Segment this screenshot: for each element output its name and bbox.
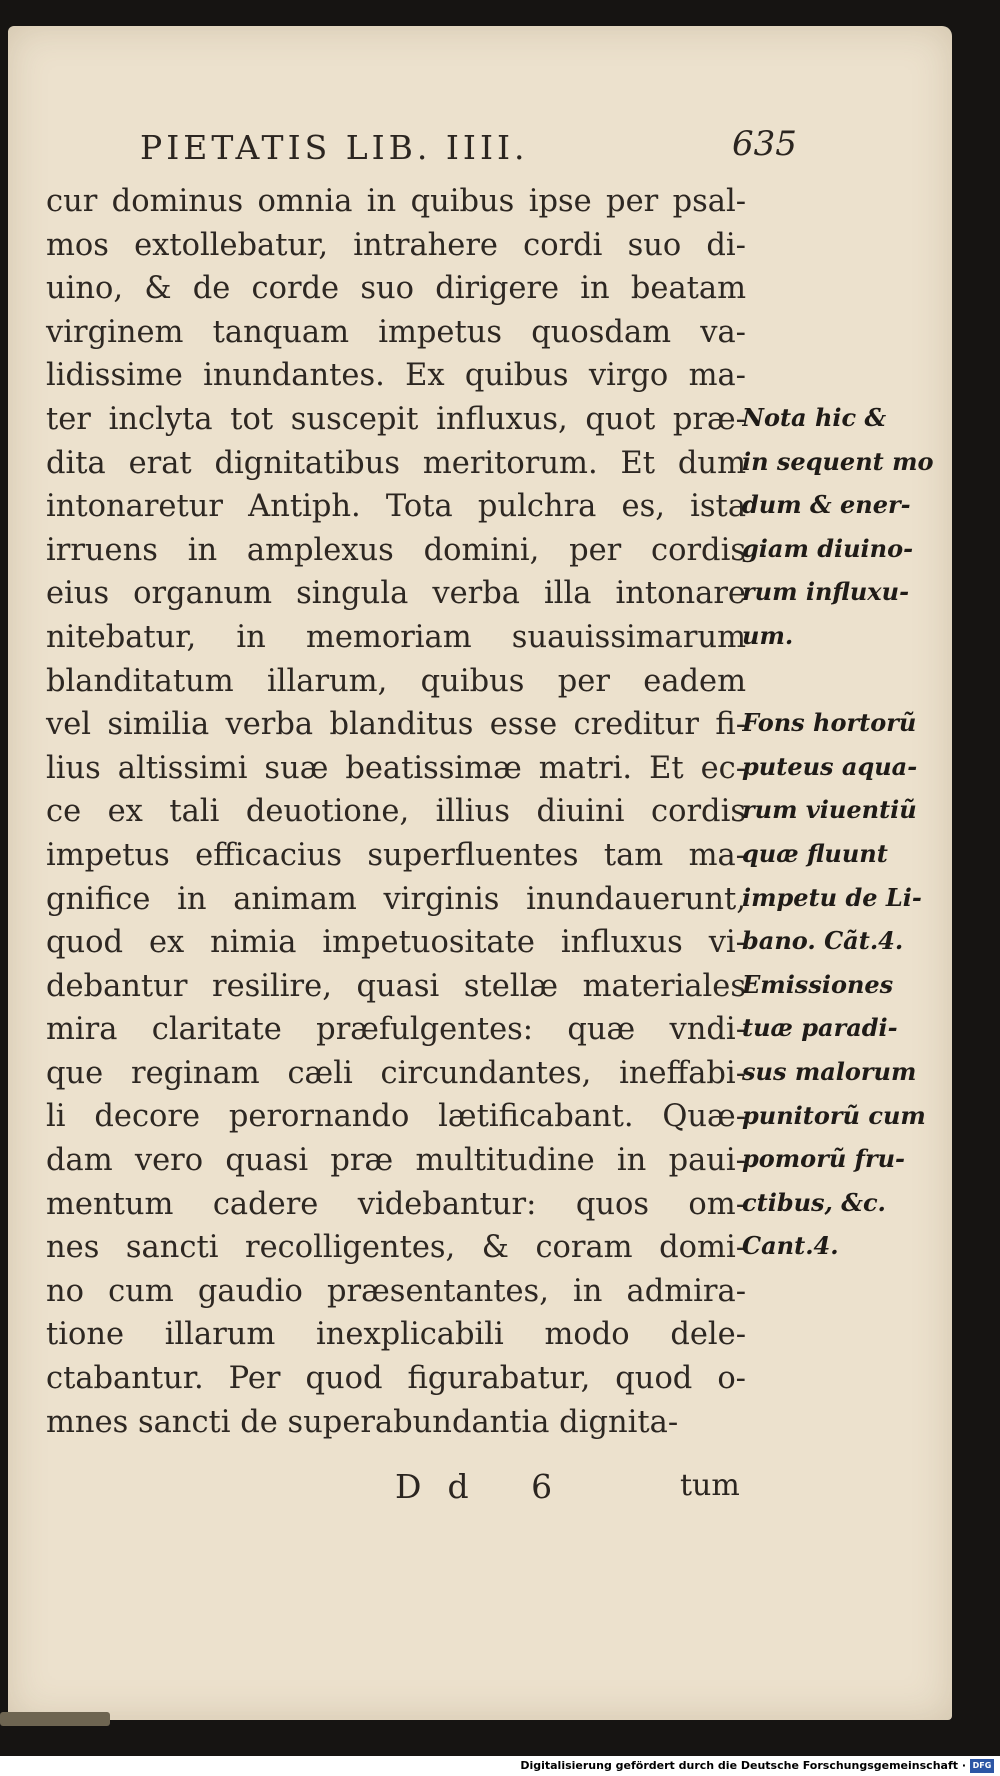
text-line: eius organum singula verba illa intonare <box>46 576 746 612</box>
marginal-note-line: um. <box>742 620 794 650</box>
text-line: nes sancti recolligentes, & coram domi- <box>46 1230 746 1266</box>
text-line: dam vero quasi præ multitudine in paui- <box>46 1143 746 1179</box>
marginal-note-line: rum influxu- <box>742 577 910 607</box>
text-line: dita erat dignitatibus meritorum. Et dum <box>46 445 746 481</box>
text-line: uino, & de corde suo dirigere in beatam <box>46 271 746 307</box>
marginal-note-line <box>742 658 952 702</box>
text-line: mos extollebatur, intrahere cordi suo di- <box>46 227 746 263</box>
marginal-note-line: dum & ener- <box>742 490 911 520</box>
text-line: intonaretur Antiph. Tota pulchra es, ista <box>46 489 746 525</box>
marginal-note-line: Nota hic & <box>742 403 887 432</box>
marginal-note-line: tuæ paradi- <box>742 1013 898 1043</box>
marginal-note-line: impetu de Li- <box>742 882 922 912</box>
marginal-note-line: in sequent mo <box>742 446 934 476</box>
text-line: irruens in amplexus domini, per cordis <box>46 532 746 568</box>
text-line: ter inclyta tot suscepit influxus, quot præ- <box>46 401 746 437</box>
marginal-note-line: giam diuino- <box>742 533 914 563</box>
text-line: tione illarum inexplicabili modo dele- <box>46 1317 746 1353</box>
text-line: impetus efficacius superfluentes tam ma- <box>46 837 746 873</box>
marginal-note <box>742 396 952 1268</box>
text-line: virginem tanquam impetus quosdam va- <box>46 314 746 350</box>
catchword: tum <box>680 1468 740 1503</box>
marginal-note-line: sus malorum <box>742 1056 917 1086</box>
marginal-note-line: rum viuentiũ <box>742 795 917 825</box>
marginal-note-line: bano. Cãt.4. <box>742 926 904 956</box>
marginal-note-line: Fons hortorũ <box>742 708 917 738</box>
marginal-note-line: pomorũ fru- <box>742 1144 906 1174</box>
text-line: li decore perornando lætificabant. Quæ- <box>46 1099 746 1135</box>
page-number: 635 <box>732 124 797 164</box>
footer-credit: Digitalisierung gefördert durch die Deutsche Forschungsgemeinschaft · <box>520 1759 966 1772</box>
main-text-block <box>46 180 746 1444</box>
marginal-note-line: ctibus, &c. <box>742 1187 886 1217</box>
text-line: lius altissimi suæ beatissimæ matri. Et ec- <box>46 750 746 786</box>
marginal-note-line: quæ fluunt <box>742 838 888 868</box>
text-line: blanditatum illarum, quibus per eadem <box>46 663 746 699</box>
text-line: vel similia verba blanditus esse creditur fi- <box>46 707 746 743</box>
text-line: ce ex tali deuotione, illius diuini cordis <box>46 794 746 830</box>
dfg-logo: DFG <box>970 1759 994 1773</box>
text-line: mentum cadere videbantur: quos om- <box>46 1186 746 1222</box>
text-line: ctabantur. Per quod figurabatur, quod o- <box>46 1361 746 1397</box>
text-line: nitebatur, in memoriam suauissimarum <box>46 619 746 655</box>
text-line: no cum gaudio præsentantes, in admira- <box>46 1273 746 1309</box>
text-line: gnifice in animam virginis inundauerunt, <box>46 881 746 917</box>
text-line: lidissime inundantes. Ex quibus virgo ma- <box>46 358 746 394</box>
running-head: PIETATIS LIB. IIII. <box>140 128 529 167</box>
marginal-note-line: puteus aqua- <box>742 751 918 781</box>
text-line: mnes sancti de superabundantia dignita- <box>46 1404 679 1440</box>
marginal-note-line: punitorũ cum <box>742 1100 926 1130</box>
signature-mark: Dd 6 <box>395 1467 579 1506</box>
marginal-note-line: Emissiones <box>742 969 894 999</box>
text-line: cur dominus omnia in quibus ipse per psal- <box>46 184 746 219</box>
text-line: quod ex nimia impetuositate influxus vi- <box>46 925 746 961</box>
text-line: debantur resilire, quasi stellæ materiales <box>46 968 746 1004</box>
text-line: que reginam cæli circundantes, ineffabi- <box>46 1055 746 1091</box>
page-edge-strip <box>0 1712 110 1726</box>
marginal-note-line: Cant.4. <box>742 1231 839 1261</box>
text-line: mira claritate præfulgentes: quæ vndi- <box>46 1012 746 1048</box>
footer-bar <box>0 1756 1000 1776</box>
